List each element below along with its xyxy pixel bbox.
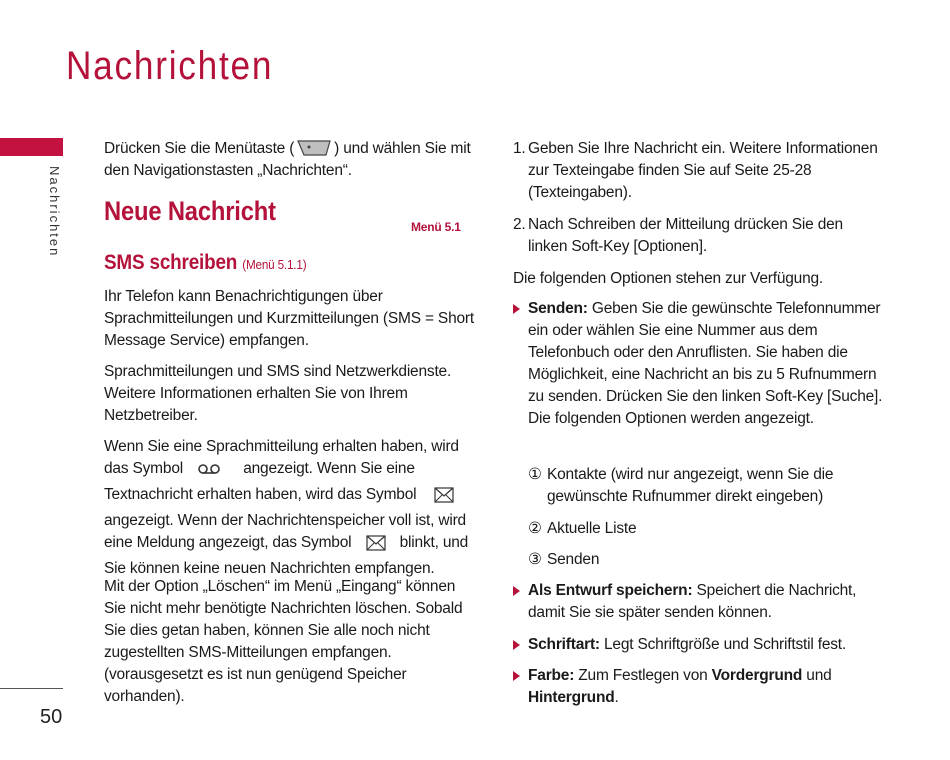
subsection-title: SMS schreiben <box>104 251 238 274</box>
step-text: Nach Schreiben der Mitteilung drücken Sie den linken Soft-Key [Optionen]. <box>528 216 843 255</box>
menu-key-icon <box>296 139 332 157</box>
step-number: 2. <box>513 216 526 233</box>
option-color-text <box>528 665 885 709</box>
option-send-description: Geben Sie die gewünschte Telefonnummer ein oder wählen Sie eine Nummer aus dem Telefonbuch oder den Anruflisten. Sie haben die Möglichkeit, eine Nachricht an bis zu 5 Rufnummern zu senden. Drücken Sie den linken Soft-Key [Suche]. Die folgenden Optionen werden angezeigt. <box>528 300 883 427</box>
sub-option-number: ② <box>528 520 542 537</box>
option-color-foreground: Vordergrund <box>711 667 803 684</box>
sub-option-text: Senden <box>547 551 600 568</box>
step-text: Geben Sie Ihre Nachricht ein. Weitere Informationen zur Texteingabe finden Sie auf Seite 25-28 (Texteingaben). <box>528 140 878 201</box>
option-font-description: Legt Schriftgröße und Schriftstil fest. <box>603 636 847 653</box>
step-item <box>513 214 885 258</box>
footer-divider <box>0 688 63 689</box>
paragraph-3-text-a: Wenn Sie eine Sprachmitteilung erhalten haben, wird das Symbol <box>104 438 459 477</box>
side-tab-marker <box>0 138 63 156</box>
bullet-arrow-icon <box>513 586 520 596</box>
sub-option-item <box>528 549 885 571</box>
intro-text-b: ) und wählen Sie mit den Navigationstasten „Nachrichten“. <box>104 140 471 179</box>
subsection-menu-number: (Menü 5.1.1) <box>242 257 307 272</box>
paragraph-3-text-c: angezeigt. Wenn der Nachrichtenspeicher voll ist, wird eine Meldung angezeigt, das Symbol <box>104 512 466 551</box>
option-color-and: und <box>806 667 832 684</box>
envelope-icon <box>434 487 454 510</box>
option-font-label: Schriftart: <box>528 636 600 653</box>
bullet-arrow-icon <box>513 640 520 650</box>
sub-option-text: Aktuelle Liste <box>547 520 637 537</box>
paragraph-3 <box>104 436 476 580</box>
paragraph-1: Ihr Telefon kann Benachrichtigungen über Sprachmitteilungen und Kurzmitteilungen (SMS = Short Message Service) empfangen. <box>104 288 474 349</box>
sub-option-number: ③ <box>528 551 542 568</box>
bullet-arrow-icon <box>513 304 520 314</box>
option-send <box>513 298 885 430</box>
option-font <box>513 634 885 656</box>
paragraph-4: Mit der Option „Löschen“ im Menü „Eingang“ können Sie nicht mehr benötigte Nachrichten löschen. Sobald Sie dies getan haben, können Sie alle noch nicht zugestellten SMS-Mitteilungen empfangen. (vorausgesetzt es ist nun genügend Speicher vorhanden). <box>104 578 463 705</box>
option-color-description: Zum Festlegen von <box>578 667 708 684</box>
sub-option-text: Kontakte (wird nur angezeigt, wenn Sie die gewünschte Rufnummer direkt eingeben) <box>547 466 834 505</box>
intro-paragraph <box>104 138 476 182</box>
step-number: 1. <box>513 140 526 157</box>
voicemail-icon <box>197 462 221 484</box>
subsection-heading <box>104 252 306 276</box>
intro-text-a: Drücken Sie die Menütaste ( <box>104 140 295 157</box>
page-title: Nachrichten <box>66 44 274 88</box>
option-color-end: . <box>614 689 619 706</box>
option-send-label: Senden: <box>528 300 588 317</box>
option-draft-description: Speichert die Nachricht, damit Sie sie später senden können. <box>528 582 857 621</box>
side-section-label: Nachrichten <box>47 166 62 258</box>
option-draft-label: Als Entwurf speichern: <box>528 582 693 599</box>
sub-option-item <box>528 518 885 540</box>
option-color-background: Hintergrund <box>528 689 615 706</box>
sub-option-number: ① <box>528 466 542 483</box>
page-number: 50 <box>40 706 63 728</box>
section-heading: Neue Nachricht <box>104 196 276 226</box>
bullet-arrow-icon <box>513 671 520 681</box>
paragraph-2: Sprachmitteilungen und SMS sind Netzwerkdienste. Weitere Informationen erhalten Sie von Ihrem Netzbetreiber. <box>104 363 452 424</box>
step-item <box>513 138 885 204</box>
envelope-icon <box>366 535 386 558</box>
menu-number-tag: Menü 5.1 <box>411 220 461 234</box>
option-send-text <box>528 298 885 430</box>
option-color-label: Farbe: <box>528 667 575 684</box>
option-color <box>513 665 885 709</box>
paragraph-3-text-b: angezeigt. Wenn Sie eine Textnachricht erhalten haben, wird das Symbol <box>104 460 417 503</box>
option-font-text <box>528 634 885 656</box>
sub-option-item <box>528 464 885 508</box>
options-intro: Die folgenden Optionen stehen zur Verfügung. <box>513 270 824 287</box>
option-draft <box>513 580 885 624</box>
option-draft-text <box>528 580 885 624</box>
paragraph-3-text-d: blinkt, und Sie können keine neuen Nachrichten empfangen. <box>104 534 469 577</box>
